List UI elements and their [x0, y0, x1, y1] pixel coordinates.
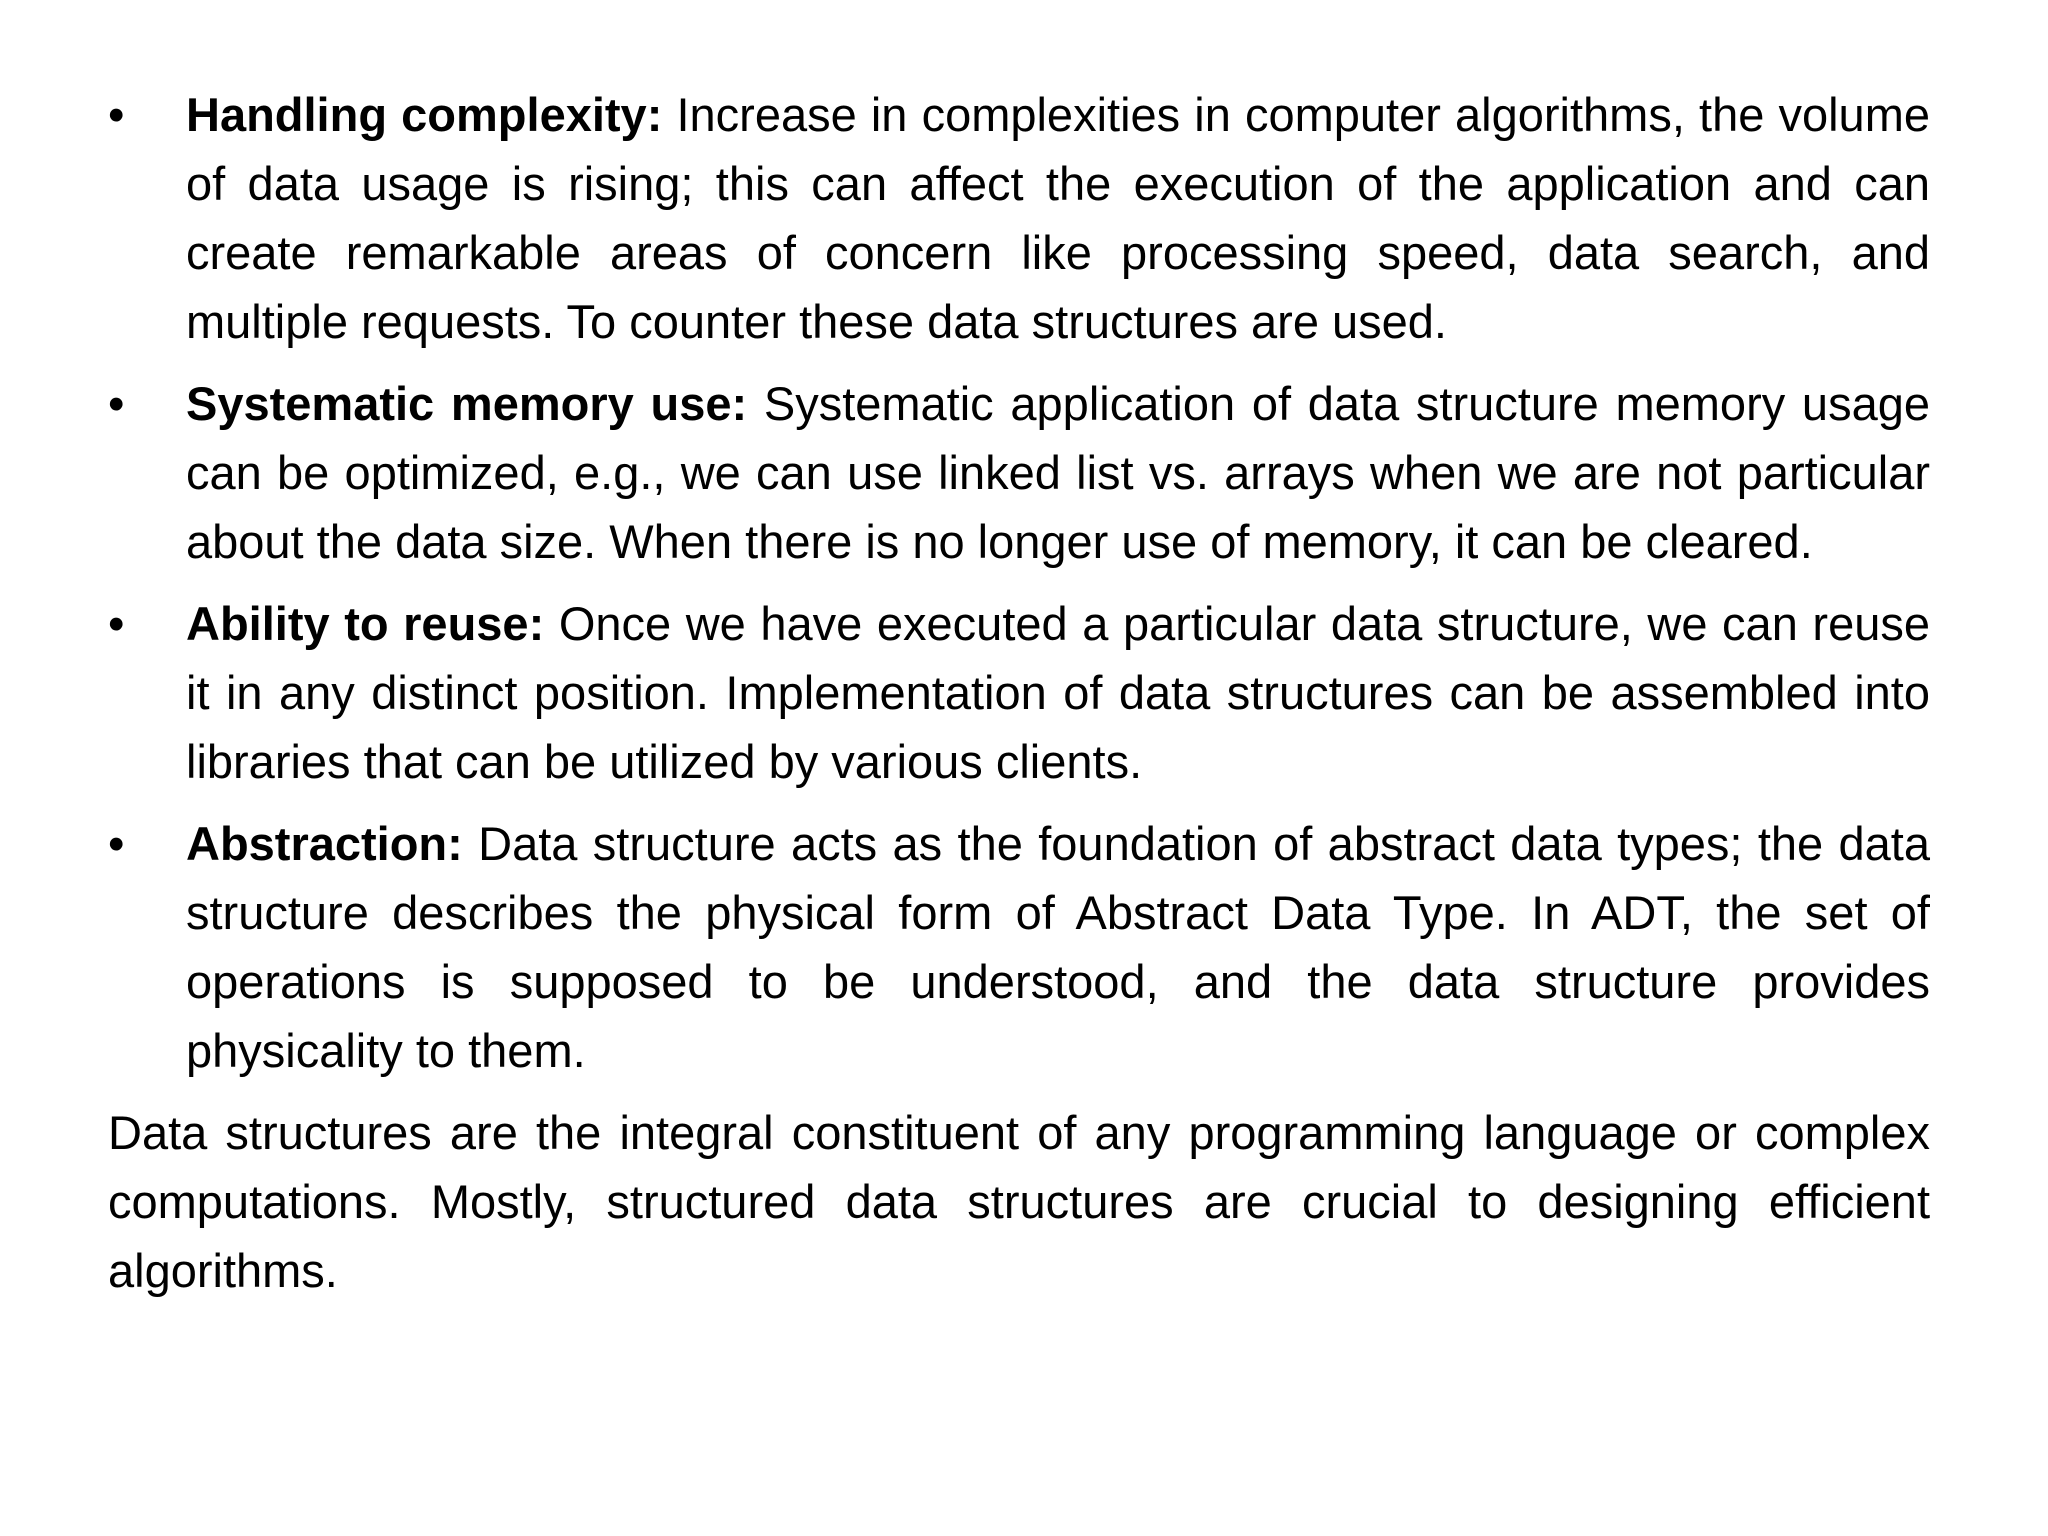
bullet-term: Ability to reuse: [186, 597, 559, 650]
bullet-text: Systematic application of data structure memory usage can be optimized, e.g., we can use linked list vs. arrays when we are not particular about the data size. When there is no longer use of memory, it can be cleared. [186, 377, 1930, 568]
slide-content [108, 80, 1930, 1305]
bullet-text: Once we have executed a particular data structure, we can reuse it in any distinct position. Implementation of data structures can be assembled into libraries that can be utilized by various clients. [186, 597, 1930, 788]
bullet-icon: • [108, 817, 125, 870]
bullet-text: Increase in complexities in computer algorithms, the volume of data usage is rising; this can affect the execution of the application and can create remarkable areas of concern like processing speed, data search, and multiple requests. To counter these data structures are used. [186, 88, 1930, 348]
bullet-list [108, 80, 1930, 1085]
bullet-icon: • [108, 377, 125, 430]
bullet-text: Data structure acts as the foundation of abstract data types; the data structure describes the physical form of Abstract Data Type. In ADT, the set of operations is supposed to be understood, and the data structure provides physicality to them. [186, 817, 1930, 1077]
bullet-term: Handling complexity: [186, 88, 677, 141]
bullet-icon: • [108, 88, 125, 141]
closing-paragraph: Data structures are the integral constituent of any programming language or complex computations. Mostly, structured data structures are crucial to designing efficient algorithms. [108, 1106, 1930, 1297]
bullet-term: Abstraction: [186, 817, 479, 870]
bullet-icon: • [108, 597, 125, 650]
bullet-item-abstraction [108, 809, 1930, 1085]
bullet-term: Systematic memory use: [186, 377, 764, 430]
bullet-item-systematic-memory-use [108, 369, 1930, 576]
bullet-item-handling-complexity [108, 80, 1930, 356]
bullet-item-ability-to-reuse [108, 589, 1930, 796]
